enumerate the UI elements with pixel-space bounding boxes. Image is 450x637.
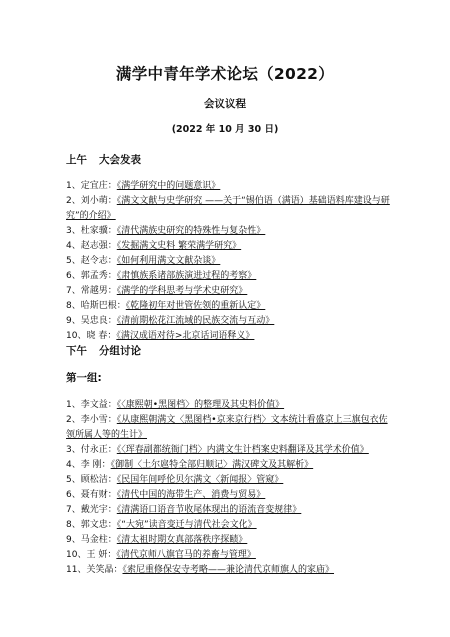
- separator: ：: [107, 505, 117, 515]
- talk-title: 《〈康熙朝•黑图档〉的整理及其史料价值》: [116, 400, 285, 410]
- presentation-item: [66, 473, 396, 488]
- presenter-name: 哈斯巴根: [80, 301, 117, 311]
- talk-title: 《清代京师八旗官马的养畜与管理》: [116, 550, 256, 560]
- item-number: 9 、: [66, 535, 81, 545]
- page-subtitle: 会议议程: [204, 98, 246, 110]
- presentation-item: [66, 443, 396, 458]
- presenter-name: 李文益: [80, 400, 108, 410]
- item-number: 9 、: [66, 316, 81, 326]
- talk-title: 《〈珲春副都统衙门档〉内满文生计档案史料翻译及其学术价值》: [116, 445, 369, 455]
- separator: ：: [107, 475, 117, 485]
- presentation-item: [66, 224, 396, 239]
- separator: ：: [116, 301, 126, 311]
- presentation-item: [66, 548, 396, 563]
- separator: ：: [107, 535, 117, 545]
- presentation-item: [66, 398, 396, 413]
- talk-title: 《清前期松花江流域的民族交流与互动》: [116, 316, 275, 326]
- talk-title: 《民国年间呼伦贝尔满文〈新闻报〉管窥》: [116, 475, 284, 485]
- afternoon-heading-label: 分组讨论: [99, 345, 141, 357]
- presentation-item: [66, 269, 396, 284]
- presenter-name: 赵志强: [80, 241, 108, 251]
- presenter-name: 吴忠良: [80, 316, 108, 326]
- item-number: 10 、: [66, 331, 86, 341]
- separator: ：: [101, 460, 111, 470]
- presenter-name: 聂有财: [80, 490, 108, 500]
- item-number: 1 、: [66, 181, 81, 191]
- afternoon-heading-time: 下午: [66, 345, 87, 357]
- separator: ：: [107, 490, 117, 500]
- talk-title: 《清代满族史研究的特殊性与复杂性》: [116, 226, 266, 236]
- item-number: 3 、: [66, 226, 81, 236]
- talk-title: 《满汉成语对待>北京话词语释义》: [116, 331, 255, 341]
- presenter-name: 李小雪: [80, 415, 108, 425]
- presentation-item: [66, 299, 396, 314]
- group-one-heading: 第一组:: [66, 372, 102, 384]
- talk-title: 《乾隆初年对世管佐领的重新认定》: [125, 301, 266, 311]
- separator: ：: [107, 400, 117, 410]
- presentation-item: [66, 563, 396, 578]
- separator: ：: [107, 241, 117, 251]
- item-number: 3 、: [66, 445, 81, 455]
- presentation-item: [66, 458, 396, 473]
- separator: ：: [107, 256, 117, 266]
- presentation-item: [66, 239, 396, 254]
- talk-title: 《从康熙朝满文〈黑图档•京来京行档〉文本统计看盛京上三旗包衣佐领所属人等的生计》: [66, 415, 388, 440]
- separator: ：: [107, 226, 117, 236]
- talk-title: 《满文文献与史学研究 ——关于“锡伯语（满语）基础语料库建设与研究”的介绍》: [66, 196, 390, 221]
- afternoon-presentation-list: [66, 398, 396, 578]
- talk-title: 《“大宛”读音变迁与清代社会文化》: [116, 520, 257, 530]
- presenter-name: 杜家骥: [80, 226, 108, 236]
- separator: ：: [107, 181, 117, 191]
- presentation-item: [66, 329, 396, 344]
- presenter-name: 郭孟秀: [80, 271, 108, 281]
- item-number: 10 、: [66, 550, 86, 560]
- talk-title: 《肃慎族系诸部族演进过程的考察》: [116, 271, 257, 281]
- item-number: 6 、: [66, 490, 81, 500]
- separator: ：: [107, 415, 117, 425]
- presentation-item: [66, 314, 396, 329]
- presentation-item: [66, 179, 396, 194]
- presentation-item: [66, 503, 396, 518]
- talk-title: 《满学的学科思考与学术史研究》: [116, 286, 248, 296]
- presenter-name: 晓 春: [86, 331, 108, 341]
- presenter-name: 李 刚: [80, 460, 102, 470]
- presentation-item: [66, 254, 396, 269]
- talk-title: 《御制〈土尔扈特全部归顺记〉满汉碑文及其解析》: [110, 460, 314, 470]
- talk-title: 《如何利用满文文献杂谈》: [116, 256, 221, 266]
- item-number: 8 、: [66, 520, 81, 530]
- morning-heading-time: 上午: [66, 154, 87, 166]
- presenter-name: 顾松洁: [80, 475, 108, 485]
- talk-title: 《满学研究中的问题意识》: [116, 181, 221, 191]
- separator: ：: [107, 550, 117, 560]
- separator: ：: [107, 271, 117, 281]
- item-number: 6 、: [66, 271, 81, 281]
- presenter-name: 常越男: [80, 286, 108, 296]
- presenter-name: 马金柱: [80, 535, 108, 545]
- separator: ：: [107, 520, 117, 530]
- talk-title: 《索尼重修保安寺考略——兼论清代京师旗人的家庙》: [122, 565, 335, 575]
- separator: ：: [107, 331, 117, 341]
- presenter-name: 定宜庄: [80, 181, 108, 191]
- separator: ：: [107, 286, 117, 296]
- presenter-name: 关笑晶: [86, 565, 114, 575]
- item-number: 2 、: [66, 415, 81, 425]
- presentation-item: [66, 533, 396, 548]
- separator: ：: [107, 196, 117, 206]
- morning-heading: [66, 152, 141, 167]
- meeting-date: (2022 年 10 月 30 日): [171, 124, 279, 135]
- presentation-item: [66, 194, 396, 224]
- presentation-item: [66, 284, 396, 299]
- item-number: 1 、: [66, 400, 81, 410]
- presenter-name: 付永正: [80, 445, 108, 455]
- presenter-name: 王 妍: [86, 550, 108, 560]
- separator: ：: [113, 565, 123, 575]
- page-title: 满学中青年学术论坛（2022）: [115, 65, 335, 83]
- morning-presentation-list: [66, 179, 396, 344]
- item-number: 5 、: [66, 475, 81, 485]
- presenter-name: 郭文忠: [80, 520, 108, 530]
- item-number: 5 、: [66, 256, 81, 266]
- morning-heading-label: 大会发表: [99, 154, 141, 166]
- item-number: 7 、: [66, 286, 81, 296]
- item-number: 7 、: [66, 505, 81, 515]
- talk-title: 《发掘满文史料 繁荣满学研究》: [116, 241, 242, 251]
- item-number: 11 、: [66, 565, 86, 575]
- item-number: 4 、: [66, 460, 81, 470]
- item-number: 8 、: [66, 301, 81, 311]
- presentation-item: [66, 488, 396, 503]
- item-number: 4 、: [66, 241, 81, 251]
- separator: ：: [107, 445, 117, 455]
- presentation-item: [66, 413, 396, 443]
- talk-title: 《清代中国的海带生产、消费与贸易》: [116, 490, 266, 500]
- talk-title: 《清太祖时期女真部落秩序探赜》: [116, 535, 248, 545]
- item-number: 2 、: [66, 196, 81, 206]
- talk-title: 《清满语口语音节收尾体现出的语流音变规律》: [116, 505, 302, 515]
- presenter-name: 刘小萌: [80, 196, 108, 206]
- separator: ：: [107, 316, 117, 326]
- presenter-name: 戴光宇: [80, 505, 108, 515]
- afternoon-heading: [66, 343, 141, 358]
- presentation-item: [66, 518, 396, 533]
- presenter-name: 赵令志: [80, 256, 108, 266]
